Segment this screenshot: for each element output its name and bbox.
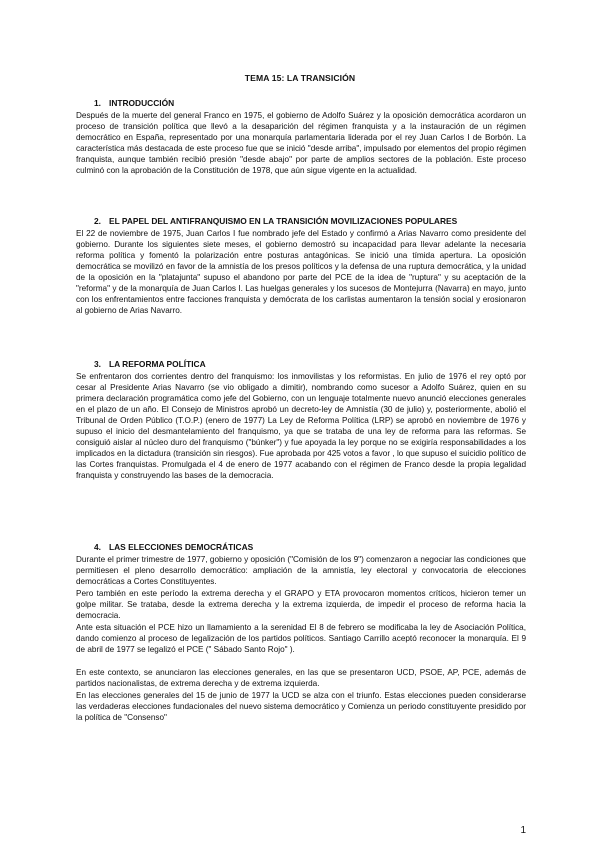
page-number: 1	[520, 825, 526, 836]
section-title: INTRODUCCIÓN	[109, 98, 175, 108]
paragraph: Durante el primer trimestre de 1977, gobierno y oposición ("Comisión de los 9") comenzaron a negociar las condiciones que permitiesen el pleno desarrollo democrático: ampliación de la amnistía, ley electoral y convocatoria de elecciones democráticas a Cortes Constituyentes.	[76, 555, 526, 586]
section-title: LAS ELECCIONES DEMOCRÁTICAS	[109, 542, 254, 552]
paragraph: Después de la muerte del general Franco en 1975, el gobierno de Adolfo Suárez y la oposición democrática acordaron un proceso de transición política que llevó a la desaparición del régimen franquista y a la instauración de un régimen democrático en España, representado por una monarquía parlamentaria liderada por el rey Juan Carlos I de Borbón. La característica más destacada de este proceso fue que se inició "desde arriba", impulsado por elementos del propio régimen franquista, aunque también recibió presión "desde abajo" por parte de amplios sectores de la población. Este proceso culminó con la aprobación de la Constitución de 1978, que aún sigue vigente en la actualidad.	[76, 111, 526, 175]
section-heading-elecciones	[94, 542, 253, 552]
paragraph: Se enfrentaron dos corrientes dentro del franquismo: los inmovilistas y los reformistas. En julio de 1976 el rey optó por cesar al Presidente Arias Navarro (se vio obligado a dimitir), nombrando como sucesor a Adolfo Suárez, quien en su primera declaración programática como jefe del Gobierno, con un lenguaje totalmente nuevo anunció elecciones generales en el plazo de un año. El Consejo de Ministros aprobó un decreto-ley de Amnistía (30 de julio) y, posteriormente, abolió el Tribunal de Orden Público (T.O.P.) (enero de 1977) La Ley de Reforma Política (LRP) se aprobó en noviembre de 1976 y supuso el inicio del desmantelamiento del franquismo, ya que se trataba de una ley de reforma para las reformas. Se consiguió aislar al núcleo duro del franquismo ("búnker") y fue apoyada la ley porque no se exigiría responsabilidades a los implicados en la dictadura (transición sin riesgos). Fue aprobada por 425 votos a favor , lo que supuso el suicidio político de las Cortes franquistas. Promulgada el 4 de enero de 1977 acabando con el régimen de Franco desde la propia legalidad franquista y construyendo las bases de la democracia.	[76, 372, 526, 480]
section-heading-antifranquismo	[94, 216, 457, 226]
section-number: 2.	[94, 216, 101, 226]
section-title: EL PAPEL DEL ANTIFRANQUISMO EN LA TRANSICIÓN MOVILIZACIONES POPULARES	[109, 216, 458, 226]
section-number: 4.	[94, 542, 101, 552]
paragraph: El 22 de noviembre de 1975, Juan Carlos I fue nombrado jefe del Estado y confirmó a Arias Navarro como presidente del gobierno. Durante los siguientes siete meses, el gobierno demostró su incapacidad para llevar adelante la necesaria reforma política y fomentó la polarización entre posturas antagónicas. Se inició una tímida apertura. La oposición democrática se movilizó en favor de la amnistía de los presos políticos y la defensa de una ruptura democrática, y la unidad de la oposición en la "platajunta" supuso el abandono por parte del PCE de la idea de "ruptura" y su aceptación de la "reforma" y de la monarquía de Juan Carlos I. Las huelgas generales y los sucesos de Montejurra (Navarra) en mayo, junto con los enfrentamientos entre facciones franquista y demócrata de los carlistas aumentaron la tensión social y erosionaron al gobierno de Arias Navarro.	[76, 229, 526, 315]
section-number: 3.	[94, 359, 101, 369]
paragraph: Ante esta situación el PCE hizo un llamamiento a la serenidad El 8 de febrero se modificaba la ley de Asociación Política, dando comienzo al proceso de legalización de los partidos políticos. Santiago Carrillo aceptó reconocer la monarquía. El 9 de abril de 1977 se legalizó el PCE (" Sábado Santo Rojo" ).	[76, 623, 526, 654]
paragraph: Pero también en este período la extrema derecha y el GRAPO y ETA provocaron momentos críticos, hicieron temer un golpe militar. Se trataba, desde la extrema derecha y la extrema izquierda, de impedir el proceso de reforma hacia la democracia.	[76, 589, 526, 620]
paragraph: En este contexto, se anunciaron las elecciones generales, en las que se presentaron UCD, PSOE, AP, PCE, además de partidos nacionalistas, de extrema derecha y de extrema izquierda.	[76, 668, 526, 688]
section-number: 1.	[94, 98, 101, 108]
paragraph: En las elecciones generales del 15 de junio de 1977 la UCD se alza con el triunfo. Estas elecciones pueden considerarse las verdaderas elecciones fundacionales del nuevo sistema democrático y Comienza un periodo constituyente presidido por la política de "Consenso"	[76, 691, 526, 722]
document-title: TEMA 15: LA TRANSICIÓN	[244, 73, 356, 83]
section-heading-reforma-politica	[94, 359, 206, 369]
section-heading-introduccion	[94, 98, 174, 108]
section-title: LA REFORMA POLÍTICA	[109, 359, 206, 369]
